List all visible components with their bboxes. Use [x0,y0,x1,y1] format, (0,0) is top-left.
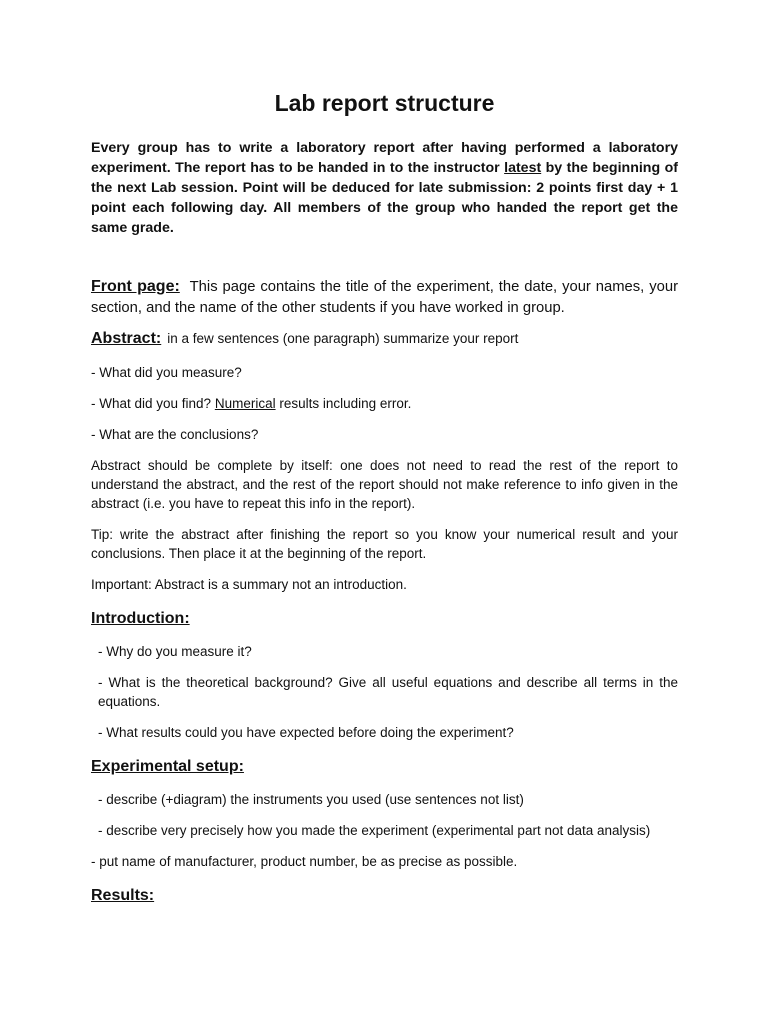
abstract-question-2 [91,394,678,413]
intro-text-part1: Every group has to write a laboratory report after having performed a laboratory experiment. The report has to be handed in to the instructor [91,140,678,176]
abstract-paragraph-2: Tip: write the abstract after finishing the report so you know your numerical result and your conclusions. Then place it at the beginning of the report. [91,527,678,561]
abstract-heading: Abstract: [91,330,162,347]
intro-paragraph [91,138,678,238]
results-heading: Results: [91,887,155,904]
front-page-heading: Front page: [91,278,180,295]
abstract-question-3: - What are the conclusions? [91,427,259,442]
introduction-item-3: - What results could you have expected before doing the experiment? [98,725,514,740]
intro-latest-word: latest [504,160,542,176]
abstract-heading-line [91,329,678,349]
front-page-paragraph [91,276,678,319]
introduction-heading: Introduction: [91,610,190,627]
intro-text-part2: by the beginning of the next Lab session. Point will be deduced for late submission: 2 points first day + 1 point each following day. All members of the group who handed the report get the same grade. [91,160,678,236]
abstract-paragraph-1: Abstract should be complete by itself: one does not need to read the rest of the report to understand the abstract, and the rest of the report should not make reference to info given in the abstract (i.e. you have to repeat this info in the report). [91,458,678,511]
abstract-paragraph-3: Important: Abstract is a summary not an introduction. [91,577,407,592]
page-title: Lab report structure [274,90,495,116]
setup-item-3: - put name of manufacturer, product number, be as precise as possible. [91,854,518,869]
abstract-lead: in a few sentences (one paragraph) summarize your report [167,331,519,346]
abstract-question-2-prefix: - What did you find? [91,396,215,411]
setup-item-1: - describe (+diagram) the instruments you used (use sentences not list) [98,792,524,807]
abstract-question-2-suffix: results including error. [275,396,412,411]
setup-item-2: - describe very precisely how you made the experiment (experimental part not data analysis) [98,823,651,838]
document-page [91,88,678,919]
introduction-item-2: - What is the theoretical background? Give all useful equations and describe all terms in the equations. [98,675,678,709]
abstract-numerical-word: Numerical [214,396,276,411]
abstract-question-1: - What did you measure? [91,365,242,380]
experimental-setup-heading: Experimental setup: [91,758,244,775]
front-page-text: This page contains the title of the experiment, the date, your names, your section, and the name of the other students if you have worked in group. [91,279,678,316]
introduction-item-1: - Why do you measure it? [98,644,252,659]
